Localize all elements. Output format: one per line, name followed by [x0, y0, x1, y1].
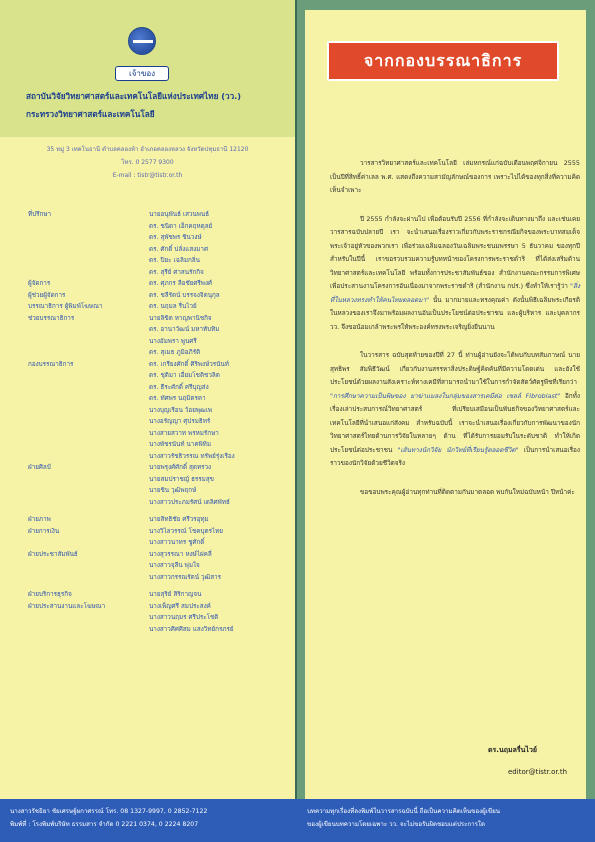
staff-role	[28, 439, 149, 451]
staff-name: นางบุญเรือน ว้อยพุฒเพ	[149, 406, 213, 414]
printer-info	[0, 799, 295, 842]
staff-role	[28, 267, 149, 279]
staff-name: ดร. เกรียงศักดิ์ ศิริพงษ์วรนันท์	[149, 360, 229, 368]
staff-row	[28, 601, 292, 613]
staff-role: ฝ่ายการเงิน	[28, 527, 60, 535]
staff-role	[28, 451, 149, 463]
staff-name: นางสุวรรณา หงษ์ไผ่คลี่	[149, 550, 212, 558]
staff-row	[28, 382, 292, 394]
staff-name: นายพรุงศ์ศักดิ์ สุดทรวง	[149, 464, 212, 471]
contact-info	[0, 143, 295, 182]
para3-text-end: เป็นการนำเสนอเรื่องราวของนักวิจัยด้วยชีวิตจริง	[330, 445, 580, 467]
staff-name: นายสมปราชญ์ ธรรมสุข	[149, 475, 214, 483]
para2-text-end: นั้น มากมายและทรงคุณค่า ดังนั้นพิธีเฉลิมพระเกียรติในหลวงของเราจึงมาพร้อมผลงานอันเป็นประโยชน์ต่อประชาชน และผู้บริหาร และบุคลากร วว. จึงขอน้อมเกล้าพระพรให้พระองค์ทรงพระเจริญยิ่งยืนนาน	[330, 295, 580, 331]
staff-name: ดร. ธีระศักดิ์ ศรีบุญส่ง	[149, 383, 209, 391]
staff-row	[28, 290, 292, 302]
staff-role	[28, 336, 149, 348]
staff-name: ดร. สุเมธ ภูมิอภิรัติ	[149, 349, 201, 356]
staff-row	[28, 485, 292, 497]
staff-row	[28, 439, 292, 451]
editorial-banner	[305, 36, 586, 81]
staff-name: นายลิขิต หาญพานิชกิจ	[149, 314, 212, 322]
para3-text-mid: อีกทั้งเรื่องเล่าประสบการณ์วิทยาศาสตร์ ที่เปรียบเสมือนเป็นพันธกิจของวิทยาศาสตร์และเทคโนโลยีที่นำเสนอแก่สังคม สำหรับฉบับนี้ เราจะนำเสนอเรื่องเกี่ยวกับการพัฒนาของนักวิทยาศาสตร์ไทยด้านการวิจัยในหลายๆ ด้าน ที่ได้รับการยอมรับในระดับชาติ ทำให้เกิดประโยชน์ต่อประชาชน	[330, 391, 580, 454]
staff-row	[28, 324, 292, 336]
staff-role	[28, 232, 149, 244]
staff-name: ดร. ทัศพร นฤมิตรคา	[149, 395, 206, 402]
staff-name: นางสาวจุลีน พุ่มใจ	[149, 562, 200, 569]
staff-name: นางอรัญญา ศุปรมธิทร์	[149, 418, 211, 425]
staff-role: ฝ่ายประชาสัมพันธ์	[28, 550, 78, 558]
staff-role: ช่วยบรรณาธิการ	[28, 314, 75, 322]
staff-role	[28, 474, 149, 486]
staff-row	[28, 209, 292, 221]
staff-list	[28, 209, 292, 635]
staff-row	[28, 589, 292, 601]
staff-name: นางอัมพรา พูนศรี	[149, 337, 197, 345]
editorial-text	[330, 157, 580, 514]
disclaimer-line-2: ของผู้เขียนบทความโดยเฉพาะ วว. จะไม่ขอรับผิดชอบแต่ประการใด	[307, 821, 485, 828]
editorial-paragraph-4: ขอขอบพระคุณผู้อ่านทุกท่านที่ติดตามกันมาตลอด พบกันใหม่ฉบับหน้า ปีหน้าค่ะ	[360, 487, 575, 496]
owner-tag: เจ้าของ	[115, 66, 169, 81]
staff-role: ฝ่ายประสานงานและโฆษณา	[28, 602, 106, 610]
staff-name: ดร. สุรีย์ ศาสนรักกิจ	[149, 268, 204, 276]
staff-name: นางสาวศิศศิสม แสงวิทย์กรภรย์	[149, 625, 234, 633]
staff-name: นายชิน วุฒิพฤกษ์	[149, 487, 197, 494]
staff-row	[28, 359, 292, 371]
staff-row	[28, 221, 292, 233]
staff-name: นายสุริย์ สิริกาญจน	[149, 591, 202, 598]
staff-row	[28, 336, 292, 348]
staff-row	[28, 347, 292, 359]
staff-name: นายอนุพันธ์ เสวนพนธ์	[149, 211, 210, 218]
staff-role: ฝ่ายบริการธุรกิจ	[28, 591, 72, 598]
staff-role	[28, 624, 149, 636]
staff-row	[28, 278, 292, 290]
staff-row	[28, 255, 292, 267]
address: 35 หมู่ 3 เทคโนธานี ตำบลคลองห้า อำเภอคลองหลวง จังหวัดปทุมธานี 12120	[46, 146, 249, 153]
editorial-paragraph-1: วารสารวิทยาศาสตร์และเทคโนโลยี เล่มหกรณ์แก่ฉบับเดือนพฤศจิกายน 2555 เป็นปีที่สิทธิ์ค่าเลล พ.ศ. แสดงถึงความสามัญลักษณ์ของการ เพราะไปได้ของทุกสิ่งที่ความคิดเห็นจำเพาะ	[330, 159, 580, 194]
staff-row	[28, 370, 292, 382]
staff-row	[28, 313, 292, 325]
staff-role	[28, 485, 149, 497]
printer-line-1: นางสาวรัชธิยา ชัยเศรษฐ์ผกาศรรณ์ โทร. 08 1327-9997, 0 2852-7122	[10, 808, 208, 815]
editorial-paragraph-2	[330, 213, 580, 335]
staff-name: นางสาวนาทร ชูศักดิ์	[149, 539, 205, 546]
staff-role	[28, 393, 149, 405]
staff-name: นางสายสวาท พรหมรักษา	[149, 429, 219, 437]
staff-role	[28, 244, 149, 256]
staff-role	[28, 347, 149, 359]
staff-row	[28, 514, 292, 526]
staff-row	[28, 572, 292, 584]
staff-row	[28, 462, 292, 474]
staff-name: นางสาวนฤมร ศรีประโชติ	[149, 614, 219, 621]
staff-row	[28, 416, 292, 428]
phone: โทร. 0 2577 9300	[121, 159, 174, 166]
staff-role: ผู้จัดการ	[28, 280, 51, 287]
staff-role	[28, 370, 149, 382]
para2-text: ปี 2555 กำลังจะผ่านไป เพื่อต้อนรับปี 2556 ที่กำลังจะเดินทางมาถึง และเช่นเคย วารสารฉบับปลายปี เรา จะนำเสนอเรื่องราวเกี่ยวกับพระราชกรณียกิจของพระบาทสมเด็จพระเจ้าอยู่หัวของพวกเรา เพื่อร่วมเฉลิมฉลองวันเฉลิมพระชนมพรรษา 5 ธันวาคม ของทุกปี สำหรับในปีนี้ เราขอรวบรวมความรู้บทหน้าของโครงการพระราชดำริ ที่ได้ส่งเสริมด้านวิทยาศาสตร์และเทคโนโลยี พร้อมทั้งการประชาสัมพันธ์ของ สำนักงานคณะกรรมการพิเศษเพื่อประสานงานโครงการอันเนื่องมาจากพระราชดำริ (สำนักงาน กปร.) ซึ่งทำให้เรารู้ว่า	[330, 214, 580, 290]
staff-role	[28, 428, 149, 440]
staff-row	[28, 301, 292, 313]
staff-row	[28, 612, 292, 624]
staff-name: ดร. ศุภกร ลือชัยศรีพงศ์	[149, 280, 213, 287]
staff-name: นางเพ็ญศรี สมประสงค์	[149, 602, 211, 610]
staff-row	[28, 267, 292, 279]
staff-role	[28, 572, 149, 584]
staff-role	[28, 255, 149, 267]
staff-role: ที่ปรึกษา	[28, 211, 52, 218]
staff-name: นางพัชรนันท์ นาคพิทิม	[149, 441, 211, 448]
staff-row	[28, 428, 292, 440]
staff-role	[28, 612, 149, 624]
staff-row	[28, 537, 292, 549]
staff-name: ดร. ชุติมา เอี่ยมโชติชวลิต	[149, 372, 220, 379]
editor-signature: ดร.นฤมลรื่นไวย์	[488, 746, 537, 754]
staff-row	[28, 526, 292, 538]
editor-email: editor@tistr.or.th	[508, 768, 568, 776]
staff-row	[28, 244, 292, 256]
staff-name: ดร. นฤมล รื่นไวย์	[149, 303, 197, 310]
staff-role	[28, 416, 149, 428]
staff-row	[28, 405, 292, 417]
staff-row	[28, 232, 292, 244]
staff-row	[28, 624, 292, 636]
contact-email: E-mail : tistr@tistr.or.th	[112, 172, 183, 179]
staff-name: นางสาวประภมรัศน์ เดลิศพัทธ์	[149, 498, 230, 506]
staff-role: บรรณาธิการ ผู้พิมพ์โฆษณา	[28, 303, 103, 310]
tistr-logo-icon	[128, 27, 156, 55]
staff-name: ดร. ชลีรัตน์ บรรจงจิตนุกุล	[149, 291, 220, 299]
staff-name: นางวิไลวรรณ์ โชคบุตรไทย	[149, 527, 223, 535]
editorial-paragraph-3	[330, 349, 580, 471]
staff-row	[28, 549, 292, 561]
panel-divider	[295, 0, 297, 842]
staff-role	[28, 324, 149, 336]
staff-row	[28, 451, 292, 463]
staff-name: ดร. ปิยะ เฉลิมกลิ่น	[149, 257, 200, 264]
staff-role	[28, 537, 149, 549]
para3-highlight: "การศึกษาความเป็นพิษของ ยาฆ่าแมลงในกลุ่มของสารเคมีต่อ เซลล์ Fibroblast"	[330, 391, 561, 400]
para3-highlight-2: "เส้นทางนักวิจัย นักวิทย์ที่เรียนรู้ตลอดชีวิต"	[397, 445, 519, 454]
staff-name: ดร. สุพัชพร ชินวงษ์	[149, 234, 202, 241]
staff-role: ฝ่ายศิลป์	[28, 464, 51, 471]
staff-name: ดร. อานาวัฒน์ มหาทับทิม	[149, 326, 220, 333]
staff-name: ดร. ศักดิ์ ปลั่งแสงมาศ	[149, 245, 208, 253]
staff-name: นางสาวกรรณรัตน์ วุฒิสาร	[149, 573, 222, 581]
institute-name: สถาบันวิจัยวิทยาศาสตร์และเทคโนโลยีแห่งประเทศไทย (วว.)	[26, 91, 242, 101]
disclaimer	[295, 799, 595, 842]
disclaimer-line-1: บทความทุกเรื่องที่ลงพิมพ์ในวารสารฉบับนี้ ถือเป็นความคิดเห็นของผู้เขียน	[307, 808, 500, 815]
staff-role	[28, 497, 149, 509]
staff-role	[28, 382, 149, 394]
editorial-title: จากกองบรรณาธิการ	[327, 41, 559, 81]
staff-role	[28, 221, 149, 233]
staff-row	[28, 474, 292, 486]
staff-row	[28, 497, 292, 509]
staff-row	[28, 393, 292, 405]
staff-name: นางสาวรัชธิวรรณ ทรัพย์รุ่งเรือง	[149, 452, 235, 460]
staff-role: ฝ่ายภาพ	[28, 516, 51, 523]
staff-name: นายสิทธิชัย ศรีวรอุทุม	[149, 516, 209, 523]
staff-role	[28, 405, 149, 417]
staff-role: กองบรรณาธิการ	[28, 360, 74, 368]
para2-highlight: "สิ่งที่ในหลวงทรงทำให้คนไทยตลอดมา"	[330, 282, 580, 304]
ministry-name: กระทรวงวิทยาศาสตร์และเทคโนโลยี	[26, 109, 155, 119]
printer-line-2: พิมพ์ที่ : โรงพิมพ์บริษัท ธรรมสาร จำกัด 0 2221 0374, 0 2224 8207	[10, 821, 199, 828]
staff-row	[28, 560, 292, 572]
staff-name: ดร. ชนิดา เอ็กคฤหดุลย์	[149, 222, 213, 230]
staff-role: ผู้ช่วยผู้จัดการ	[28, 291, 66, 299]
para3-text: ในวารสาร ฉบับสุดท้ายของปีที่ 27 นี้ ท่านผู้อ่านยังจะได้พบกับบทสัมภาษณ์ นายสุทธิพร สัมพิธีวัฒน์ เกี่ยวกับงานสรรหาสิ่งประดิษฐ์คิดค้นที่มีความโดดเด่น และยังใช้ประโยชน์ด้วยผลงานสังเคราะห์ทางเคมีที่สามารถนำมาใช้ในการกำจัดสัตว์ศัตรูพืชที่เรียกว่า	[330, 351, 580, 386]
staff-role	[28, 560, 149, 572]
